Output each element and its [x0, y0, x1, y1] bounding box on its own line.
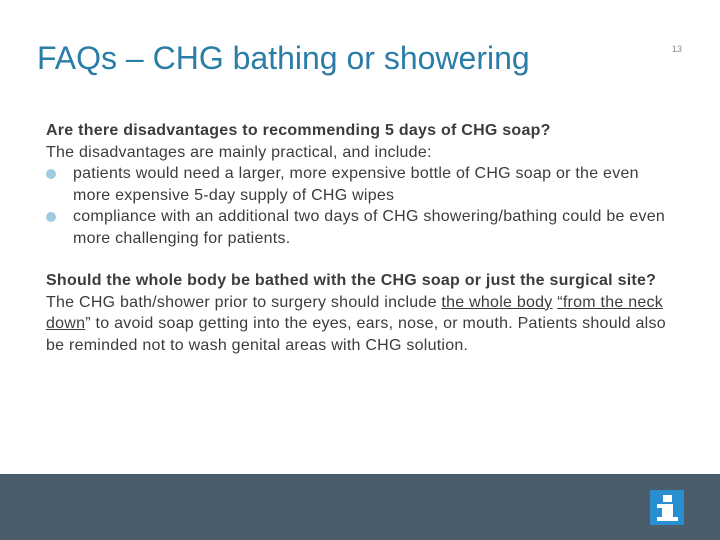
list-item	[46, 163, 676, 206]
faq-1-question: Are there disadvantages to recommending 5 days of CHG soap?	[46, 122, 551, 139]
faq-1	[46, 120, 676, 249]
faq-2-answer	[46, 292, 676, 357]
list-item	[46, 206, 676, 249]
footer-bar	[0, 474, 720, 540]
faq-2	[46, 270, 676, 356]
bullet-dot-icon	[46, 212, 56, 222]
bullet-dot-icon	[46, 169, 56, 179]
info-icon	[650, 490, 684, 525]
page-title: FAQs – CHG bathing or showering	[37, 40, 530, 76]
answer-underlined-neck-down: “from the neck down	[46, 293, 664, 332]
page-number: 13	[672, 44, 683, 54]
faq-content	[46, 120, 676, 356]
faq-2-question: Should the whole body be bathed with the CHG soap or just the surgical site?	[46, 272, 657, 289]
faq-1-intro: The disadvantages are mainly practical, and include:	[46, 143, 432, 161]
info-icon-serif-bottom	[657, 517, 678, 521]
list-item-text: patients would need a larger, more expensive bottle of CHG soap or the even more expensive 5-day supply of CHG wipes	[73, 165, 639, 204]
info-icon-dot	[663, 495, 672, 502]
faq-1-bullet-list	[46, 163, 676, 249]
section-gap	[46, 249, 676, 270]
list-item-text: compliance with an additional two days of CHG showering/bathing could be even more challenging for patients.	[73, 208, 666, 247]
answer-text-end: ” to avoid soap getting into the eyes, ears, nose, or mouth. Patients should also be reminded not to wash genital areas with CHG solution.	[46, 315, 666, 354]
answer-underlined-whole-body: the whole body	[441, 293, 553, 311]
answer-text-start: The CHG bath/shower prior to surgery should include	[46, 293, 442, 311]
